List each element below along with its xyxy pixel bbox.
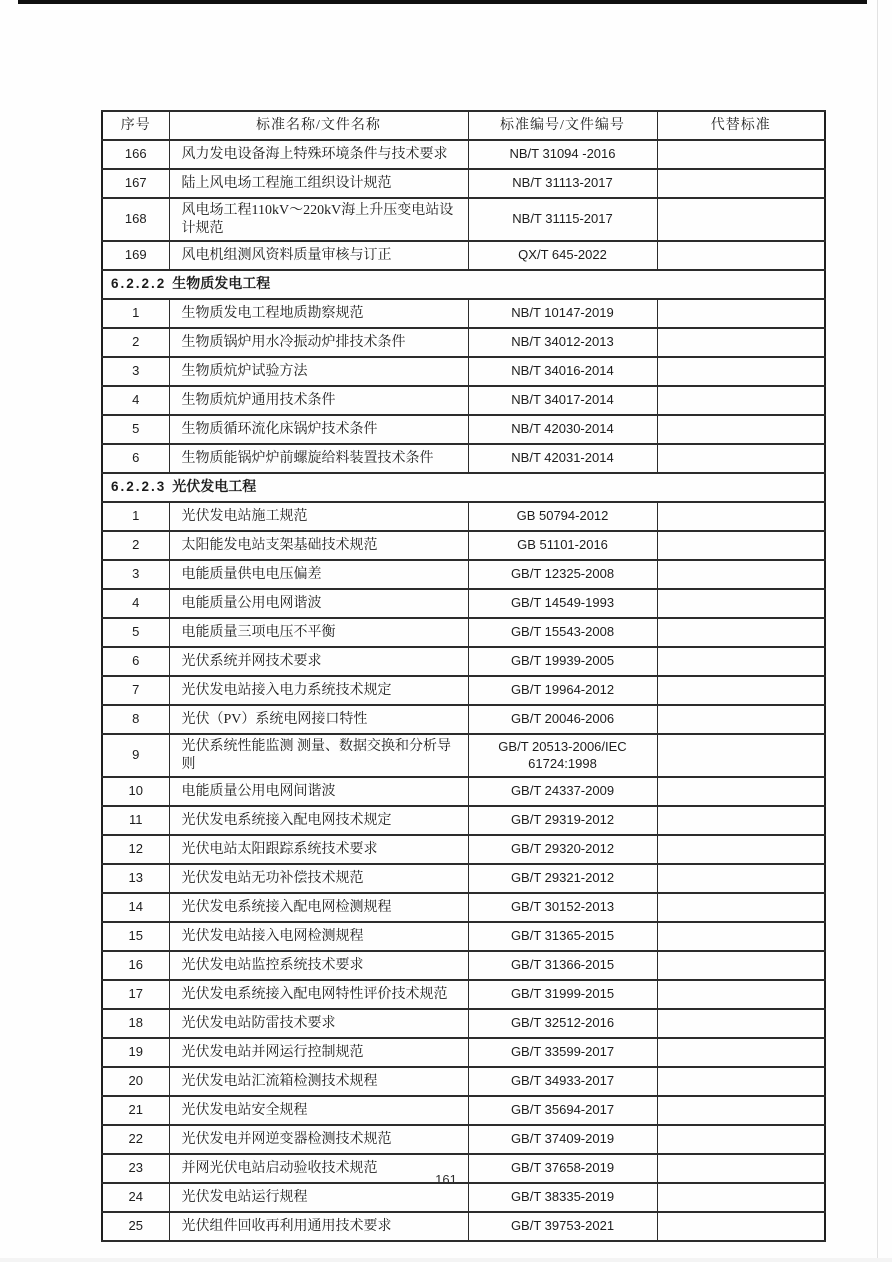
- row-replaced-standard: [657, 951, 825, 980]
- row-replaced-standard: [657, 734, 825, 777]
- row-standard-code: GB/T 37409-2019: [468, 1125, 657, 1154]
- row-replaced-standard: [657, 1183, 825, 1212]
- row-replaced-standard: [657, 140, 825, 169]
- row-replaced-standard: [657, 893, 825, 922]
- row-replaced-standard: [657, 1067, 825, 1096]
- table-row: [102, 328, 825, 357]
- row-replaced-standard: [657, 835, 825, 864]
- row-standard-code: GB/T 37658-2019: [468, 1154, 657, 1183]
- section-number: 6.2.2.3: [111, 478, 167, 494]
- row-replaced-standard: [657, 618, 825, 647]
- table-row: [102, 502, 825, 531]
- row-standard-code: NB/T 31115-2017: [468, 198, 657, 241]
- row-standard-name: 光伏发电站并网运行控制规范: [169, 1038, 468, 1067]
- row-standard-code: GB/T 20513-2006/IEC 61724:1998: [468, 734, 657, 777]
- row-standard-name: 光伏电站太阳跟踪系统技术要求: [169, 835, 468, 864]
- row-standard-code: GB/T 31999-2015: [468, 980, 657, 1009]
- row-standard-name: 生物质发电工程地质勘察规范: [169, 299, 468, 328]
- row-seq: 166: [102, 140, 169, 169]
- row-standard-code: QX/T 645-2022: [468, 241, 657, 270]
- row-standard-code: GB/T 15543-2008: [468, 618, 657, 647]
- row-standard-name: 风电场工程110kV～220kV海上升压变电站设计规范: [169, 198, 468, 241]
- row-standard-name: 电能质量公用电网间谐波: [169, 777, 468, 806]
- row-standard-name: 光伏发电站汇流箱检测技术规程: [169, 1067, 468, 1096]
- row-replaced-standard: [657, 864, 825, 893]
- row-replaced-standard: [657, 806, 825, 835]
- scan-right-edge-artifact: [877, 0, 878, 1262]
- row-seq: 10: [102, 777, 169, 806]
- standards-table-container: [101, 110, 825, 1242]
- row-standard-name: 光伏发电站接入电网检测规程: [169, 922, 468, 951]
- table-row: [102, 647, 825, 676]
- row-seq: 4: [102, 386, 169, 415]
- row-standard-code: NB/T 34016-2014: [468, 357, 657, 386]
- row-standard-code: GB/T 30152-2013: [468, 893, 657, 922]
- row-standard-code: GB/T 19964-2012: [468, 676, 657, 705]
- row-seq: 4: [102, 589, 169, 618]
- table-row: [102, 705, 825, 734]
- row-standard-name: 光伏发电系统接入配电网检测规程: [169, 893, 468, 922]
- table-row: [102, 299, 825, 328]
- row-standard-name: 光伏发电站监控系统技术要求: [169, 951, 468, 980]
- row-standard-code: GB 51101-2016: [468, 531, 657, 560]
- table-row: [102, 806, 825, 835]
- row-standard-code: GB/T 12325-2008: [468, 560, 657, 589]
- row-seq: 17: [102, 980, 169, 1009]
- row-seq: 3: [102, 560, 169, 589]
- row-standard-code: GB/T 34933-2017: [468, 1067, 657, 1096]
- table-row: [102, 618, 825, 647]
- row-replaced-standard: [657, 647, 825, 676]
- table-body: [102, 140, 825, 1241]
- row-seq: 2: [102, 531, 169, 560]
- row-standard-code: GB/T 29321-2012: [468, 864, 657, 893]
- row-standard-code: GB/T 20046-2006: [468, 705, 657, 734]
- row-standard-code: GB/T 31366-2015: [468, 951, 657, 980]
- table-row: [102, 386, 825, 415]
- row-replaced-standard: [657, 1212, 825, 1241]
- table-row: [102, 922, 825, 951]
- row-replaced-standard: [657, 705, 825, 734]
- table-row: [102, 734, 825, 777]
- row-replaced-standard: [657, 241, 825, 270]
- table-row: [102, 676, 825, 705]
- row-standard-code: GB/T 14549-1993: [468, 589, 657, 618]
- row-standard-code: NB/T 34017-2014: [468, 386, 657, 415]
- row-replaced-standard: [657, 169, 825, 198]
- row-replaced-standard: [657, 502, 825, 531]
- row-standard-name: 光伏发电站无功补偿技术规范: [169, 864, 468, 893]
- row-standard-code: GB/T 31365-2015: [468, 922, 657, 951]
- page-number: 161: [435, 1172, 457, 1187]
- table-row: [102, 444, 825, 473]
- row-seq: 12: [102, 835, 169, 864]
- row-seq: 9: [102, 734, 169, 777]
- row-replaced-standard: [657, 777, 825, 806]
- row-seq: 11: [102, 806, 169, 835]
- row-seq: 25: [102, 1212, 169, 1241]
- row-seq: 169: [102, 241, 169, 270]
- row-standard-name: 光伏发电系统接入配电网技术规定: [169, 806, 468, 835]
- row-standard-code: GB/T 33599-2017: [468, 1038, 657, 1067]
- table-row: [102, 1038, 825, 1067]
- table-row: [102, 140, 825, 169]
- row-standard-name: 光伏发电站安全规程: [169, 1096, 468, 1125]
- table-row: [102, 1183, 825, 1212]
- row-standard-code: GB/T 39753-2021: [468, 1212, 657, 1241]
- row-standard-code: GB/T 35694-2017: [468, 1096, 657, 1125]
- row-seq: 18: [102, 1009, 169, 1038]
- row-replaced-standard: [657, 560, 825, 589]
- row-standard-name: 并网光伏电站启动验收技术规范: [169, 1154, 468, 1183]
- row-standard-code: GB/T 24337-2009: [468, 777, 657, 806]
- row-standard-name: 生物质锅炉用水冷振动炉排技术条件: [169, 328, 468, 357]
- row-replaced-standard: [657, 198, 825, 241]
- row-replaced-standard: [657, 980, 825, 1009]
- table-row: [102, 241, 825, 270]
- row-seq: 168: [102, 198, 169, 241]
- row-seq: 8: [102, 705, 169, 734]
- row-seq: 5: [102, 618, 169, 647]
- row-replaced-standard: [657, 328, 825, 357]
- table-row: [102, 415, 825, 444]
- table-row: [102, 531, 825, 560]
- table-row: [102, 589, 825, 618]
- row-seq: 23: [102, 1154, 169, 1183]
- row-seq: 19: [102, 1038, 169, 1067]
- row-replaced-standard: [657, 415, 825, 444]
- row-seq: 20: [102, 1067, 169, 1096]
- row-seq: 13: [102, 864, 169, 893]
- row-standard-code: NB/T 42031-2014: [468, 444, 657, 473]
- row-standard-code: GB 50794-2012: [468, 502, 657, 531]
- table-row: [102, 980, 825, 1009]
- row-standard-name: 太阳能发电站支架基础技术规范: [169, 531, 468, 560]
- table-row: [102, 777, 825, 806]
- row-standard-name: 电能质量供电电压偏差: [169, 560, 468, 589]
- row-replaced-standard: [657, 444, 825, 473]
- row-replaced-standard: [657, 1125, 825, 1154]
- table-row: [102, 835, 825, 864]
- row-seq: 6: [102, 444, 169, 473]
- row-seq: 24: [102, 1183, 169, 1212]
- table-row: [102, 1067, 825, 1096]
- row-standard-code: GB/T 29319-2012: [468, 806, 657, 835]
- section-number: 6.2.2.2: [111, 275, 167, 291]
- row-standard-name: 光伏发电站施工规范: [169, 502, 468, 531]
- row-seq: 22: [102, 1125, 169, 1154]
- standards-table: [101, 110, 826, 1242]
- header-cell-seq: 序号: [102, 111, 169, 140]
- row-replaced-standard: [657, 922, 825, 951]
- row-standard-name: 光伏发电站运行规程: [169, 1183, 468, 1212]
- row-replaced-standard: [657, 357, 825, 386]
- row-replaced-standard: [657, 1009, 825, 1038]
- row-standard-code: GB/T 19939-2005: [468, 647, 657, 676]
- row-replaced-standard: [657, 386, 825, 415]
- section-header-cell: [102, 270, 825, 299]
- row-standard-name: 光伏系统并网技术要求: [169, 647, 468, 676]
- row-replaced-standard: [657, 1096, 825, 1125]
- row-replaced-standard: [657, 589, 825, 618]
- row-standard-name: 生物质炕炉试验方法: [169, 357, 468, 386]
- row-standard-name: 光伏发电并网逆变器检测技术规范: [169, 1125, 468, 1154]
- table-row: [102, 1009, 825, 1038]
- scan-bottom-edge-artifact: [0, 1258, 892, 1262]
- row-standard-name: 光伏发电站防雷技术要求: [169, 1009, 468, 1038]
- row-seq: 6: [102, 647, 169, 676]
- row-standard-code: NB/T 42030-2014: [468, 415, 657, 444]
- row-standard-code: NB/T 31113-2017: [468, 169, 657, 198]
- row-standard-name: 电能质量公用电网谐波: [169, 589, 468, 618]
- header-cell-code: 标准编号/文件编号: [468, 111, 657, 140]
- row-standard-name: 光伏发电系统接入配电网特性评价技术规范: [169, 980, 468, 1009]
- row-seq: 7: [102, 676, 169, 705]
- row-replaced-standard: [657, 676, 825, 705]
- table-header-row: [102, 111, 825, 140]
- row-standard-name: 光伏组件回收再利用通用技术要求: [169, 1212, 468, 1241]
- row-seq: 16: [102, 951, 169, 980]
- table-row: [102, 951, 825, 980]
- row-seq: 1: [102, 502, 169, 531]
- section-header-row: [102, 270, 825, 299]
- table-row: [102, 1096, 825, 1125]
- row-seq: 15: [102, 922, 169, 951]
- row-standard-code: NB/T 31094 -2016: [468, 140, 657, 169]
- row-seq: 2: [102, 328, 169, 357]
- row-standard-code: GB/T 38335-2019: [468, 1183, 657, 1212]
- row-replaced-standard: [657, 531, 825, 560]
- row-replaced-standard: [657, 1038, 825, 1067]
- table-row: [102, 1125, 825, 1154]
- row-standard-code: GB/T 32512-2016: [468, 1009, 657, 1038]
- section-title: 生物质发电工程: [172, 276, 271, 292]
- row-seq: 3: [102, 357, 169, 386]
- scan-top-edge-artifact: [18, 0, 867, 4]
- row-seq: 14: [102, 893, 169, 922]
- row-replaced-standard: [657, 299, 825, 328]
- row-standard-name: 生物质能锅炉炉前螺旋给料装置技术条件: [169, 444, 468, 473]
- table-row: [102, 1212, 825, 1241]
- row-standard-name: 电能质量三项电压不平衡: [169, 618, 468, 647]
- section-title: 光伏发电工程: [172, 479, 257, 495]
- header-cell-name: 标准名称/文件名称: [169, 111, 468, 140]
- table-row: [102, 893, 825, 922]
- table-row: [102, 198, 825, 241]
- header-cell-replaced: 代替标准: [657, 111, 825, 140]
- section-header-row: [102, 473, 825, 502]
- row-seq: 1: [102, 299, 169, 328]
- row-standard-name: 光伏系统性能监测 测量、数据交换和分析导则: [169, 734, 468, 777]
- row-standard-code: NB/T 10147-2019: [468, 299, 657, 328]
- row-standard-name: 风力发电设备海上特殊环境条件与技术要求: [169, 140, 468, 169]
- row-standard-name: 生物质循环流化床锅炉技术条件: [169, 415, 468, 444]
- row-standard-name: 陆上风电场工程施工组织设计规范: [169, 169, 468, 198]
- row-standard-name: 风电机组测风资料质量审核与订正: [169, 241, 468, 270]
- row-standard-name: 光伏（PV）系统电网接口特性: [169, 705, 468, 734]
- section-header-cell: [102, 473, 825, 502]
- row-standard-code: NB/T 34012-2013: [468, 328, 657, 357]
- row-seq: 5: [102, 415, 169, 444]
- row-seq: 167: [102, 169, 169, 198]
- row-standard-name: 光伏发电站接入电力系统技术规定: [169, 676, 468, 705]
- table-row: [102, 357, 825, 386]
- table-row: [102, 864, 825, 893]
- table-row: [102, 560, 825, 589]
- row-standard-name: 生物质炕炉通用技术条件: [169, 386, 468, 415]
- table-row: [102, 169, 825, 198]
- row-seq: 21: [102, 1096, 169, 1125]
- row-standard-code: GB/T 29320-2012: [468, 835, 657, 864]
